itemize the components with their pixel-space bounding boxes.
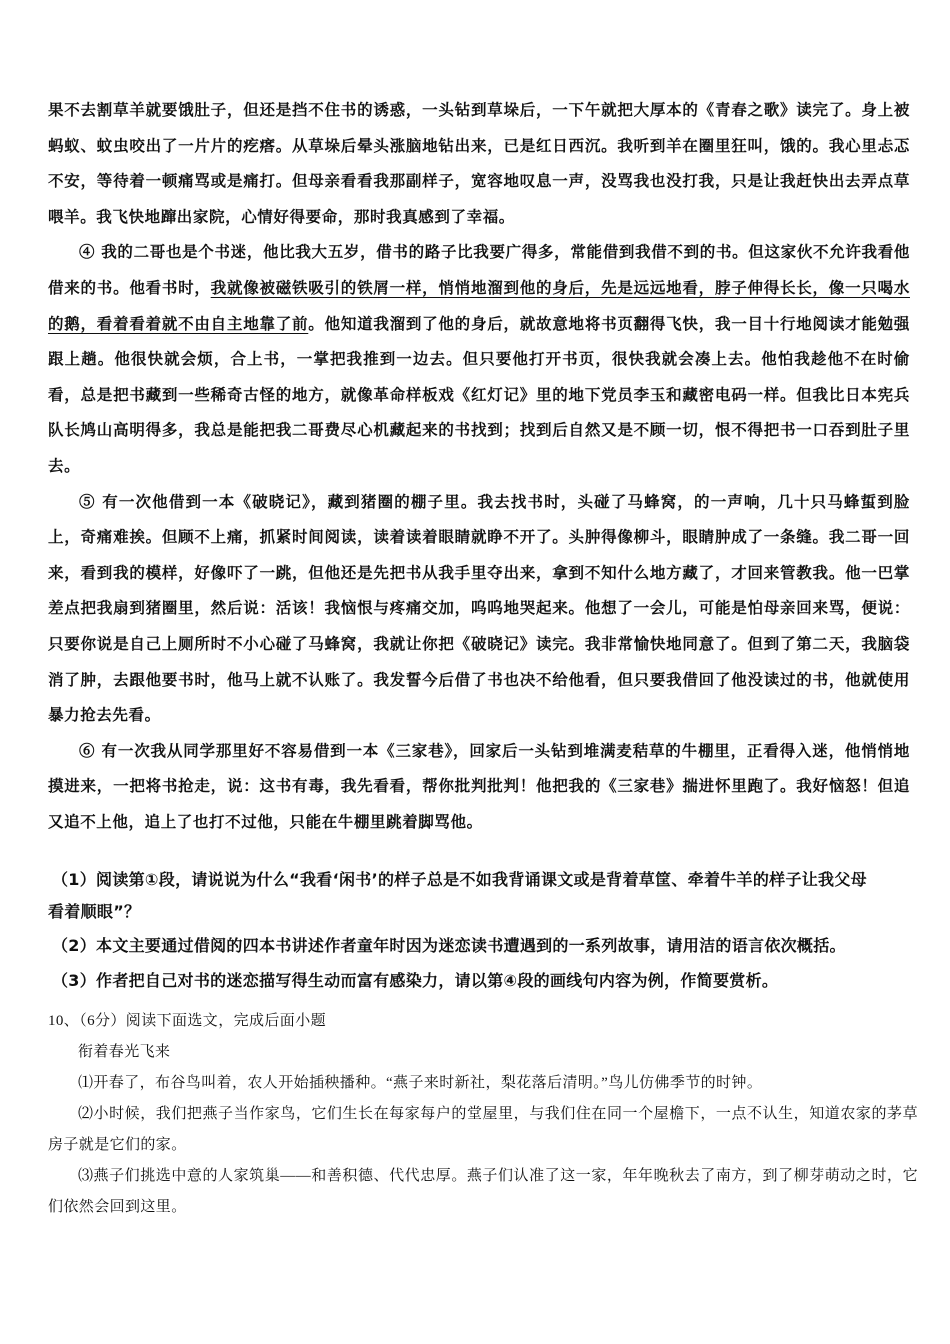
paragraph-6: ⑥ 有一次我从同学那里好不容易借到一本《三家巷》，回家后一头钻到堆满麦秸草的牛棚里，正看得入迷，他悄悄地摸进来，一把将书抢走，说：这书有毒，我先看看，帮你批判批判！他把我的《三家巷》揣进怀里跑了。我好恼怒！但追又追不上他，追上了也打不过他，只能在牛棚里跳着脚骂他。: [48, 740, 910, 831]
reading-passage: [48, 92, 910, 839]
question-3: （3）作者把自己对书的迷恋描写得生动而富有感染力，请以第④段的画线句内容为例，作简要赏析。: [52, 970, 779, 990]
section-10: [48, 1006, 918, 1223]
passage-title: 衔着春光飞来: [78, 1044, 171, 1060]
paragraph-4-text-after: 。他知道我溜到了他的身后，就故意地将书页翻得飞快，我一目十行地阅读才能勉强跟上趟。他很快就会烦，合上书，一掌把我推到一边去。但只要他打开书页，很快我就会凑上去。他怕我趁他不在时偷看，总是把书藏到一些稀奇古怪的地方，就像革命样板戏《红灯记》里的地下党员李玉和藏密电码一样。但我比日本宪兵队长鸠山高明得多，我总是能把我二哥费尽心机藏起来的书找到；找到后自然又是不顾一切，恨不得把书一口吞到肚子里去。: [48, 313, 910, 475]
passage-paragraph-1: ⑴开春了，布谷鸟叫着，农人开始插秧播种。“燕子来时新社，梨花落后清明。”鸟儿仿佛季节的时钟。: [78, 1075, 763, 1091]
question-2: （2）本文主要通过借阅的四本书讲述作者童年时因为迷恋读书遭遇到的一系列故事，请用洁的语言依次概括。: [52, 936, 846, 955]
section-10-heading: 10、（6分）阅读下面选文，完成后面小题: [48, 1013, 327, 1029]
paragraph-5: ⑤ 有一次他借到一本《破晓记》，藏到猪圈的棚子里。我去找书时，头碰了马蜂窝，的一声响，几十只马蜂蜇到脸上，奇痛难挨。但顾不上痛，抓紧时间阅读，读着读着眼睛就睁不开了。头肿得像柳斗，眼睛肿成了一条缝。我二哥一回来，看到我的模样，好像吓了一跳，但他还是先把书从我手里夺出来，拿到不知什么地方藏了，才回来管教我。他一巴掌差点把我扇到猪圈里，然后说：活该！我恼恨与疼痛交加，呜呜地哭起来。他想了一会儿，可能是怕母亲回来骂，便说：只要你说是自己上厕所时不小心碰了马蜂窝，我就让你把《破晓记》读完。我非常愉快地同意了。但到了第二天，我脑袋消了肿，去跟他要书时，他马上就不认账了。我发誓今后借了书也决不给他看，但只要我借回了他没读过的书，他就使用暴力抢去先看。: [48, 491, 910, 725]
question-1-line-1: （1）阅读第①段，请说说为什么“我看‘闲书’的样子总是不如我背诵课文或是背着草筐、牵着牛羊的样子让我父母: [52, 870, 867, 889]
question-1-line-2: 看着顺眼”？: [48, 901, 141, 921]
passage-paragraph-3: ⑶燕子们挑选中意的人家筑巢——和善积德、代代忠厚。燕子们认准了这一家，年年晚秋去了南方，到了柳芽萌动之时，它们依然会回到这里。: [48, 1168, 918, 1215]
paragraph-3-continued: 果不去割草羊就要饿肚子，但还是挡不住书的诱惑，一头钻到草垛后，一下午就把大厚本的《青春之歌》读完了。身上被蚂蚁、蚊虫咬出了一片片的疙瘩。从草垛后晕头涨脑地钻出来，已是红日西沉。我听到羊在圈里狂叫，饿的。我心里忐忑不安，等待着一顿痛骂或是痛打。但母亲看看我那副样子，宽容地叹息一声，没骂我也没打我，只是让我赶快出去弄点草喂羊。我飞快地蹿出家院，心情好得要命，那时我真感到了幸福。: [48, 100, 910, 226]
paragraph-4-text-before: ④ 我的二哥也是个书迷，他比我大五岁，借书的路子比我要广得多，常能借到我借不到的书。但这家伙不允许我看他借来的书。他看书时，: [48, 242, 910, 297]
paragraph-4: [48, 234, 910, 483]
paragraph-4-underlined-sentence: 我就像被磁铁吸引的铁屑一样，悄悄地溜到他的身后，先是远远地看，脖子伸得长长，像一只喝水的鹅，看着看着就不由自主地靠了前: [48, 277, 910, 333]
question-list: [48, 864, 918, 996]
passage-paragraph-2: ⑵小时候，我们把燕子当作家鸟，它们生长在每家每户的堂屋里，与我们住在同一个屋檐下，一点不认生，知道农家的茅草房子就是它们的家。: [48, 1106, 918, 1153]
